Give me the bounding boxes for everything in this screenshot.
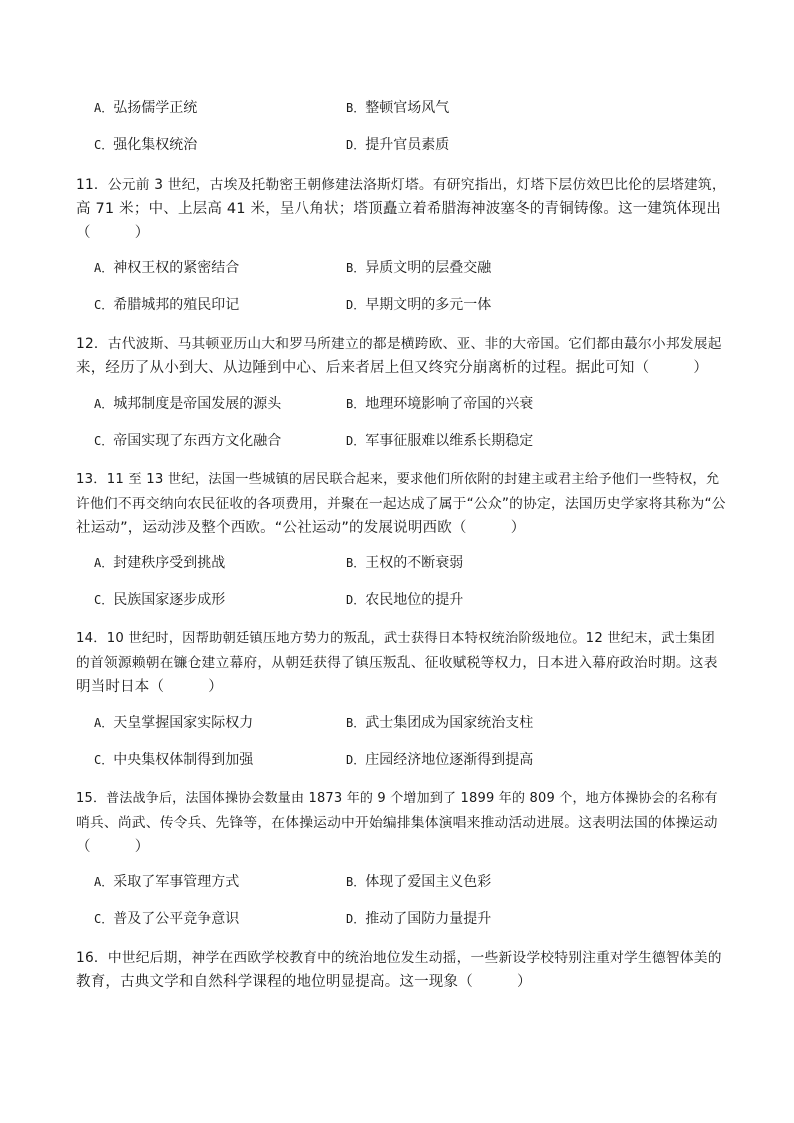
q10-options-row-1 [76, 96, 726, 120]
q14-options-row-2 [76, 748, 726, 772]
q12-stem-line: 来，经历了从小到大、从边陲到中心、后来者居上但又终究分崩离析的过程。据此可知（ ） [76, 360, 709, 376]
q14-options-row-1 [76, 711, 726, 735]
option-letter: B． [346, 716, 366, 730]
q11-option-d[interactable] [346, 293, 491, 317]
option-letter: D． [346, 593, 366, 607]
q11-stem-line: （ ） [76, 225, 150, 241]
q12-option-b[interactable] [346, 392, 533, 416]
q16-stem [76, 946, 726, 994]
q14-stem [76, 627, 726, 699]
q14-option-d[interactable] [346, 748, 533, 772]
option-letter: A． [94, 101, 114, 115]
q12-stem-line: 12．古代波斯、马其顿亚历山大和罗马所建立的都是横跨欧、亚、非的大帝国。它们都由蕞尔小邦发展起 [76, 336, 722, 352]
q12-options-row-2 [76, 429, 726, 453]
option-letter: A． [94, 716, 114, 730]
option-letter: A． [94, 556, 114, 570]
q11-stem [76, 173, 726, 245]
option-text: 武士集团成为国家统治支柱 [365, 715, 534, 731]
q13-stem-line: 13．11 至 13 世纪，法国一些城镇的居民联合起来，要求他们所依附的封建主或君主给予他们一些特权，允 [76, 472, 720, 487]
option-text: 希腊城邦的殖民印记 [113, 297, 240, 313]
q14-option-b[interactable] [346, 711, 533, 735]
q10-option-c[interactable] [94, 133, 197, 157]
q15-options-row-1 [76, 870, 726, 894]
q14-stem-line: 14．10 世纪时，因帮助朝廷镇压地方势力的叛乱，武士获得日本特权统治阶级地位。12 世纪末，武士集团 [76, 631, 715, 646]
q11-option-a[interactable] [94, 256, 239, 280]
option-text: 农民地位的提升 [365, 592, 464, 608]
option-letter: A． [94, 261, 114, 275]
option-letter: A． [94, 875, 114, 889]
q11-options-row-1 [76, 256, 726, 280]
option-letter: B． [346, 261, 366, 275]
q13-option-d[interactable] [346, 588, 463, 612]
option-letter: C． [94, 912, 114, 926]
q11-stem-line: 11．公元前 3 世纪，古埃及托勒密王朝修建法洛斯灯塔。有研究指出，灯塔下层仿效巴比伦的层塔建筑， [76, 177, 726, 193]
option-letter: B． [346, 875, 366, 889]
q12-option-c[interactable] [94, 429, 281, 453]
q11-option-c[interactable] [94, 293, 239, 317]
q15-stem-line: （ ） [76, 839, 150, 855]
option-text: 城邦制度是帝国发展的源头 [113, 396, 282, 412]
q15-option-b[interactable] [346, 870, 491, 894]
q10-options-row-2 [76, 133, 726, 157]
q10-option-b[interactable] [346, 96, 449, 120]
option-letter: C． [94, 298, 114, 312]
q12-option-a[interactable] [94, 392, 281, 416]
option-text: 庄园经济地位逐渐得到提高 [365, 752, 534, 768]
option-text: 整顿官场风气 [365, 100, 450, 116]
option-text: 提升官员素质 [365, 137, 450, 153]
q11-options-row-2 [76, 293, 726, 317]
q15-option-c[interactable] [94, 907, 239, 931]
option-text: 强化集权统治 [113, 137, 198, 153]
option-text: 民族国家逐步成形 [113, 592, 226, 608]
q15-option-d[interactable] [346, 907, 491, 931]
option-text: 军事征服难以维系长期稳定 [365, 433, 534, 449]
q14-stem-line: 明当时日本（ ） [76, 679, 223, 695]
option-letter: B． [346, 397, 366, 411]
option-text: 神权王权的紧密结合 [113, 260, 240, 276]
q13-stem-line: 许他们不再交纳向农民征收的各项费用，并聚在一起达成了属于“公众”的协定，法国历史学家将其称为“公 [76, 496, 726, 512]
option-text: 弘扬儒学正统 [113, 100, 198, 116]
option-text: 地理环境影响了帝国的兴衰 [365, 396, 534, 412]
option-letter: D． [346, 138, 366, 152]
option-letter: D． [346, 434, 366, 448]
q15-stem-line: 15．普法战争后，法国体操协会数量由 1873 年的 9 个增加到了 1899 年的 809 个，地方体操协会的名称有 [76, 791, 718, 806]
q13-stem-line: 社运动”，运动涉及整个西欧。“公社运动”的发展说明西欧（ ） [76, 520, 526, 536]
q13-option-a[interactable] [94, 551, 225, 575]
q14-option-c[interactable] [94, 748, 253, 772]
option-text: 体现了爱国主义色彩 [365, 874, 492, 890]
q11-option-b[interactable] [346, 256, 491, 280]
q10-option-a[interactable] [94, 96, 197, 120]
option-text: 王权的不断衰弱 [365, 555, 464, 571]
q13-option-c[interactable] [94, 588, 225, 612]
option-letter: C． [94, 593, 114, 607]
q14-stem-line: 的首领源赖朝在镰仓建立幕府，从朝廷获得了镇压叛乱、征收赋税等权力，日本进入幕府政治时期。这表 [76, 655, 718, 671]
option-text: 早期文明的多元一体 [365, 297, 492, 313]
option-letter: C． [94, 434, 114, 448]
q15-stem [76, 787, 726, 859]
q15-stem-line: 哨兵、尚武、传令兵、先锋等，在体操运动中开始编排集体演唱来推动活动进展。这表明法国的体操运动 [76, 815, 718, 831]
q11-stem-line: 高 71 米；中、上层高 41 米，呈八角状；塔顶矗立着希腊海神波塞冬的青铜铸像。这一建筑体现出 [76, 201, 721, 217]
option-letter: D． [346, 912, 366, 926]
q14-option-a[interactable] [94, 711, 253, 735]
q13-stem [76, 468, 726, 540]
option-text: 封建秩序受到挑战 [113, 555, 226, 571]
q13-options-row-1 [76, 551, 726, 575]
q16-stem-line: 16．中世纪后期，神学在西欧学校教育中的统治地位发生动摇，一些新设学校特别注重对学生德智体美的 [76, 950, 722, 966]
q16-stem-line: 教育，古典文学和自然科学课程的地位明显提高。这一现象（ ） [76, 974, 532, 990]
q13-options-row-2 [76, 588, 726, 612]
option-letter: C． [94, 753, 114, 767]
option-letter: D． [346, 298, 366, 312]
option-text: 中央集权体制得到加强 [113, 752, 254, 768]
option-text: 帝国实现了东西方文化融合 [113, 433, 282, 449]
q10-option-d[interactable] [346, 133, 449, 157]
q15-option-a[interactable] [94, 870, 239, 894]
q13-option-b[interactable] [346, 551, 463, 575]
option-text: 异质文明的层叠交融 [365, 260, 492, 276]
q12-options-row-1 [76, 392, 726, 416]
option-text: 推动了国防力量提升 [365, 911, 492, 927]
option-letter: A． [94, 397, 114, 411]
option-text: 采取了军事管理方式 [113, 874, 240, 890]
option-letter: D． [346, 753, 366, 767]
option-letter: B． [346, 101, 366, 115]
q12-option-d[interactable] [346, 429, 533, 453]
option-text: 普及了公平竞争意识 [113, 911, 240, 927]
q15-options-row-2 [76, 907, 726, 931]
option-letter: B． [346, 556, 366, 570]
option-text: 天皇掌握国家实际权力 [113, 715, 254, 731]
q12-stem [76, 332, 726, 380]
option-letter: C． [94, 138, 114, 152]
